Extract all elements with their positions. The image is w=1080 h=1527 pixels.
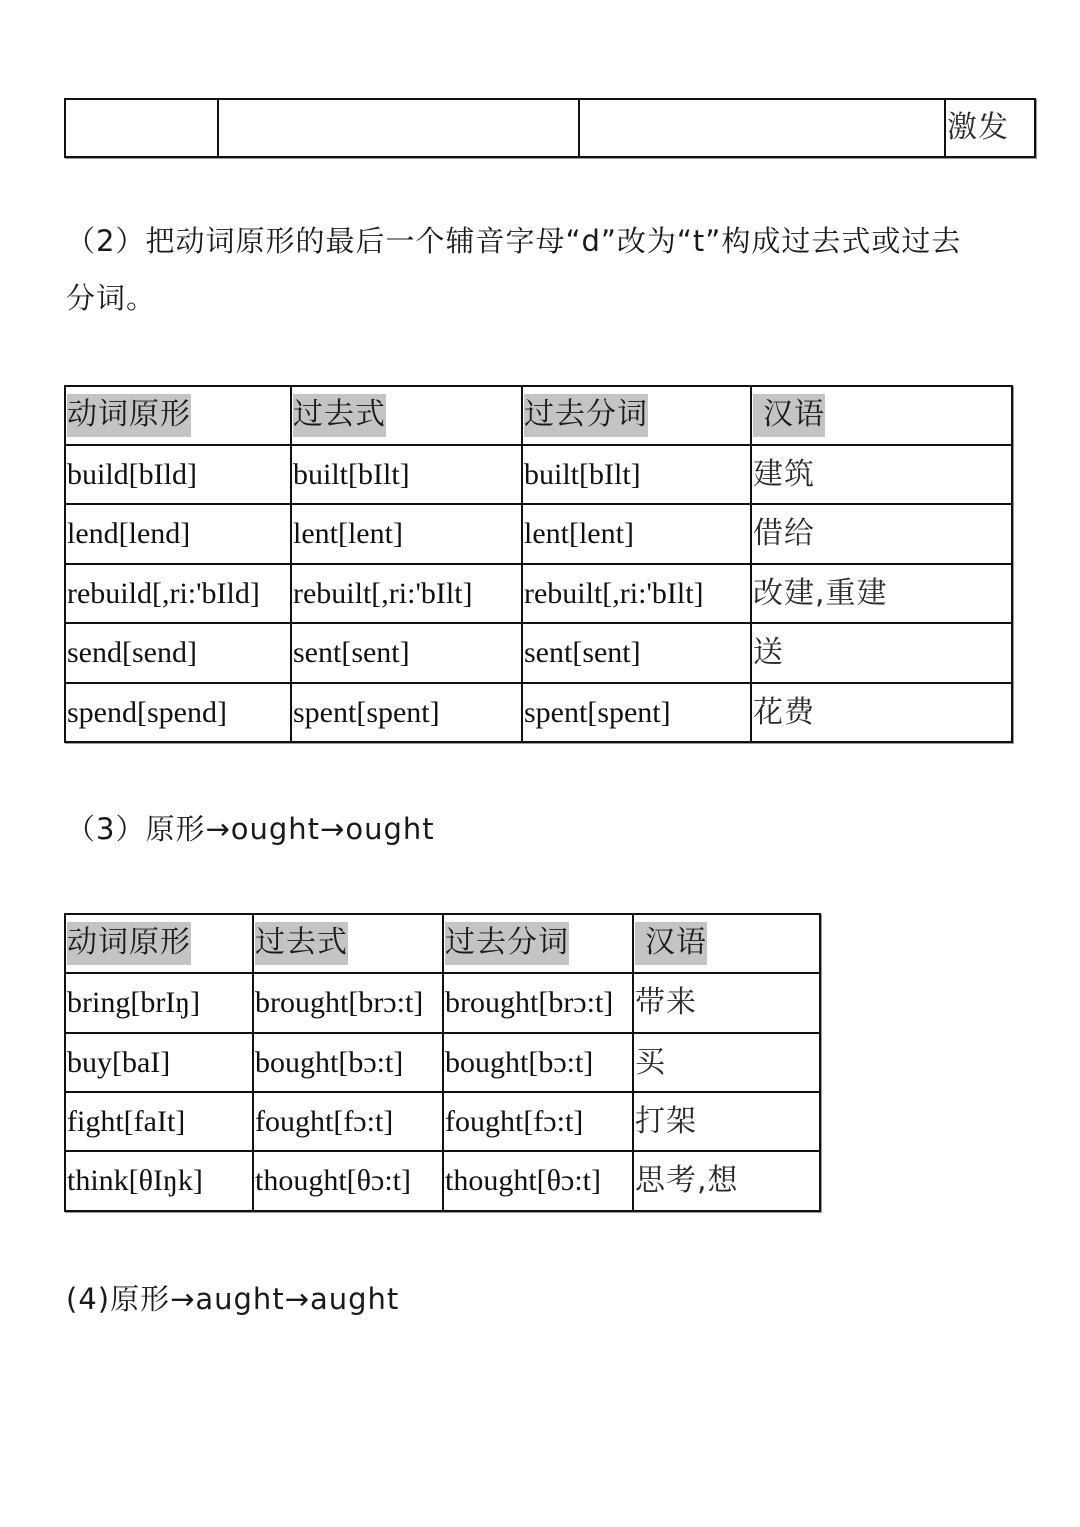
cell-base-form: rebuild[,ri:'bIld] — [65, 564, 291, 623]
cell-past-tense: built[bIlt] — [291, 445, 522, 504]
cell-chinese: 带来 — [633, 973, 820, 1033]
section-2-text — [66, 213, 1026, 327]
header-chinese: 汉语 — [751, 386, 1012, 445]
cell-chinese: 花费 — [751, 683, 1012, 742]
cell-base-form: buy[baI] — [65, 1033, 253, 1092]
cell-past-participle: brought[brɔ:t] — [443, 973, 633, 1033]
cell-base-form: lend[lend] — [65, 504, 291, 564]
table-row — [65, 1151, 820, 1211]
cell-base-form: bring[brIŋ] — [65, 973, 253, 1033]
cell-past-participle: sent[sent] — [522, 623, 751, 683]
cell-base-form: fight[faIt] — [65, 1092, 253, 1151]
header-chinese: 汉语 — [633, 914, 820, 973]
table-top-partial — [64, 98, 1036, 158]
cell-chinese: 送 — [751, 623, 1012, 683]
cell-chinese: 思考,想 — [633, 1151, 820, 1211]
table-row — [65, 99, 1035, 157]
cell-base-form: think[θIŋk] — [65, 1151, 253, 1211]
cell-past-participle: bought[bɔ:t] — [443, 1033, 633, 1092]
cell-chinese: 建筑 — [751, 445, 1012, 504]
section-2-line-1: （2）把动词原形的最后一个辅音字母“d”改为“t”构成过去式或过去 — [66, 224, 962, 258]
section-4-heading: (4)原形→aught→aught — [66, 1282, 400, 1316]
cell-chinese: 买 — [633, 1033, 820, 1092]
header-base-form: 动词原形 — [65, 386, 291, 445]
cell-past-tense: spent[spent] — [291, 683, 522, 742]
table-cell-chinese: 激发 — [945, 99, 1035, 157]
table-cell — [218, 99, 579, 157]
table-row — [65, 1092, 820, 1151]
table-row — [65, 683, 1012, 742]
cell-base-form: send[send] — [65, 623, 291, 683]
cell-past-tense: fought[fɔ:t] — [253, 1092, 443, 1151]
cell-chinese: 打架 — [633, 1092, 820, 1151]
section-2-line-2: 分词。 — [66, 281, 157, 315]
cell-past-tense: lent[lent] — [291, 504, 522, 564]
cell-past-tense: brought[brɔ:t] — [253, 973, 443, 1033]
cell-past-participle: thought[θɔ:t] — [443, 1151, 633, 1211]
cell-past-participle: lent[lent] — [522, 504, 751, 564]
table-row — [65, 504, 1012, 564]
section-3-heading: （3）原形→ought→ought — [66, 812, 435, 846]
table-header-row — [65, 386, 1012, 445]
header-past-tense: 过去式 — [291, 386, 522, 445]
cell-past-participle: fought[fɔ:t] — [443, 1092, 633, 1151]
cell-past-participle: built[bIlt] — [522, 445, 751, 504]
table-row — [65, 445, 1012, 504]
header-past-tense: 过去式 — [253, 914, 443, 973]
cell-past-tense: sent[sent] — [291, 623, 522, 683]
cell-past-tense: bought[bɔ:t] — [253, 1033, 443, 1092]
table-header-row — [65, 914, 820, 973]
table-row — [65, 623, 1012, 683]
table-cell — [579, 99, 945, 157]
cell-past-tense: rebuilt[,ri:'bIlt] — [291, 564, 522, 623]
table-cell — [65, 99, 218, 157]
cell-chinese: 改建,重建 — [751, 564, 1012, 623]
table-row — [65, 564, 1012, 623]
cell-past-tense: thought[θɔ:t] — [253, 1151, 443, 1211]
table-row — [65, 1033, 820, 1092]
cell-base-form: spend[spend] — [65, 683, 291, 742]
table-row — [65, 973, 820, 1033]
header-past-participle: 过去分词 — [522, 386, 751, 445]
table-d-to-t — [64, 385, 1013, 743]
header-past-participle: 过去分词 — [443, 914, 633, 973]
cell-past-participle: rebuilt[,ri:'bIlt] — [522, 564, 751, 623]
cell-base-form: build[bIld] — [65, 445, 291, 504]
cell-chinese: 借给 — [751, 504, 1012, 564]
header-base-form: 动词原形 — [65, 914, 253, 973]
table-ought — [64, 913, 821, 1212]
cell-past-participle: spent[spent] — [522, 683, 751, 742]
